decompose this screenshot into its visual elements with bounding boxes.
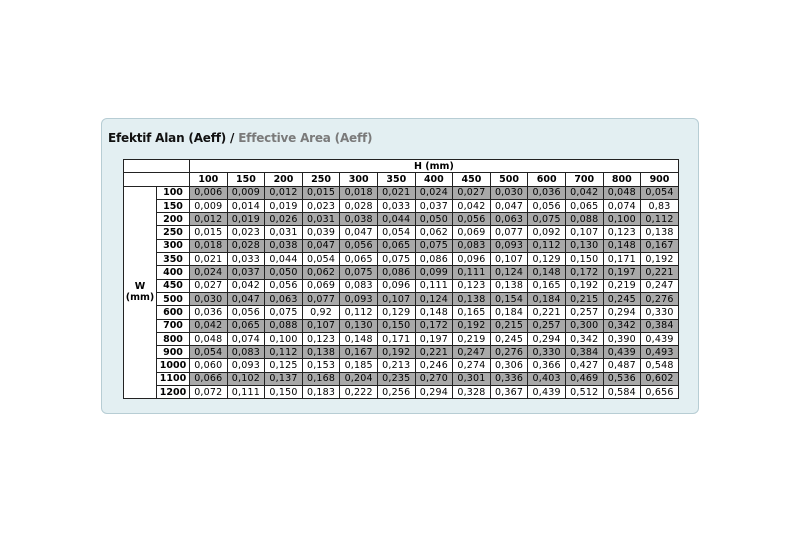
table-cell: 0,384 — [565, 346, 603, 359]
table-row — [124, 186, 679, 199]
table-cell: 0,021 — [190, 253, 228, 266]
column-header: 900 — [641, 173, 679, 186]
h-columns-row — [124, 173, 679, 186]
table-cell: 0,111 — [227, 386, 265, 399]
table-cell: 0,060 — [190, 359, 228, 372]
table-cell: 0,054 — [190, 346, 228, 359]
table-cell: 0,185 — [340, 359, 378, 372]
table-cell: 0,235 — [377, 372, 415, 385]
table-cell: 0,366 — [528, 359, 566, 372]
table-cell: 0,006 — [190, 186, 228, 199]
table-cell: 0,107 — [302, 319, 340, 332]
table-cell: 0,276 — [490, 346, 528, 359]
table-cell: 0,301 — [453, 372, 491, 385]
table-cell: 0,192 — [377, 346, 415, 359]
h-caption-row — [124, 160, 679, 173]
table-cell: 0,036 — [190, 306, 228, 319]
table-cell: 0,009 — [190, 199, 228, 212]
table-cell: 0,138 — [453, 292, 491, 305]
table-cell: 0,192 — [453, 319, 491, 332]
row-header: 500 — [157, 292, 190, 305]
table-cell: 0,150 — [265, 386, 303, 399]
table-cell: 0,167 — [340, 346, 378, 359]
table-cell: 0,050 — [265, 266, 303, 279]
table-cell: 0,093 — [340, 292, 378, 305]
table-cell: 0,065 — [227, 319, 265, 332]
w-axis-label: W — [134, 281, 146, 293]
table-cell: 0,093 — [490, 239, 528, 252]
table-cell: 0,439 — [528, 386, 566, 399]
table-row — [124, 266, 679, 279]
table-cell: 0,072 — [190, 386, 228, 399]
table-cell: 0,328 — [453, 386, 491, 399]
table-cell: 0,138 — [490, 279, 528, 292]
table-cell: 0,096 — [453, 253, 491, 266]
table-cell: 0,138 — [641, 226, 679, 239]
title-turkish: Efektif Alan (Aeff) — [108, 131, 227, 145]
table-cell: 0,125 — [265, 359, 303, 372]
table-cell: 0,92 — [302, 306, 340, 319]
table-cell: 0,065 — [377, 239, 415, 252]
table-cell: 0,014 — [227, 199, 265, 212]
row-header: 350 — [157, 253, 190, 266]
table-cell: 0,130 — [565, 239, 603, 252]
table-cell: 0,384 — [641, 319, 679, 332]
table-cell: 0,247 — [453, 346, 491, 359]
table-cell: 0,184 — [490, 306, 528, 319]
table-cell: 0,336 — [490, 372, 528, 385]
table-cell: 0,086 — [377, 266, 415, 279]
table-cell: 0,427 — [565, 359, 603, 372]
table-cell: 0,042 — [453, 199, 491, 212]
table-cell: 0,088 — [565, 213, 603, 226]
table-cell: 0,066 — [190, 372, 228, 385]
table-cell: 0,024 — [190, 266, 228, 279]
row-header: 200 — [157, 213, 190, 226]
table-row — [124, 346, 679, 359]
table-cell: 0,294 — [528, 332, 566, 345]
table-cell: 0,031 — [265, 226, 303, 239]
table-cell: 0,215 — [565, 292, 603, 305]
table-cell: 0,019 — [265, 199, 303, 212]
table-cell: 0,083 — [340, 279, 378, 292]
table-cell: 0,075 — [340, 266, 378, 279]
table-cell: 0,062 — [415, 226, 453, 239]
table-cell: 0,033 — [377, 199, 415, 212]
table-cell: 0,215 — [490, 319, 528, 332]
table-cell: 0,042 — [190, 319, 228, 332]
table-cell: 0,056 — [528, 199, 566, 212]
table-cell: 0,024 — [415, 186, 453, 199]
table-cell: 0,536 — [603, 372, 641, 385]
table-cell: 0,245 — [490, 332, 528, 345]
panel-title — [108, 131, 372, 145]
table-row — [124, 372, 679, 385]
table-cell: 0,028 — [340, 199, 378, 212]
w-axis-unit: (mm) — [125, 292, 155, 304]
table-cell: 0,390 — [603, 332, 641, 345]
table-cell: 0,074 — [603, 199, 641, 212]
table-cell: 0,044 — [377, 213, 415, 226]
table-cell: 0,123 — [302, 332, 340, 345]
row-header: 300 — [157, 239, 190, 252]
column-header: 350 — [377, 173, 415, 186]
table-row — [124, 319, 679, 332]
table-cell: 0,602 — [641, 372, 679, 385]
table-cell: 0,028 — [227, 239, 265, 252]
table-cell: 0,012 — [265, 186, 303, 199]
table-cell: 0,093 — [227, 359, 265, 372]
table-cell: 0,213 — [377, 359, 415, 372]
table-cell: 0,184 — [528, 292, 566, 305]
row-header: 450 — [157, 279, 190, 292]
table-cell: 0,111 — [453, 266, 491, 279]
table-cell: 0,270 — [415, 372, 453, 385]
table-cell: 0,584 — [603, 386, 641, 399]
column-header: 300 — [340, 173, 378, 186]
table-cell: 0,129 — [377, 306, 415, 319]
table-cell: 0,083 — [453, 239, 491, 252]
table-cell: 0,306 — [490, 359, 528, 372]
table-cell: 0,083 — [227, 346, 265, 359]
table-cell: 0,100 — [603, 213, 641, 226]
column-header: 800 — [603, 173, 641, 186]
table-cell: 0,294 — [415, 386, 453, 399]
table-cell: 0,037 — [415, 199, 453, 212]
table-cell: 0,039 — [302, 226, 340, 239]
table-cell: 0,274 — [453, 359, 491, 372]
table-row — [124, 226, 679, 239]
table-cell: 0,168 — [302, 372, 340, 385]
table-cell: 0,137 — [265, 372, 303, 385]
effective-area-table — [123, 159, 679, 399]
table-cell: 0,112 — [641, 213, 679, 226]
w-axis-caption — [124, 186, 157, 399]
table-cell: 0,047 — [227, 292, 265, 305]
table-cell: 0,054 — [302, 253, 340, 266]
table-cell: 0,038 — [340, 213, 378, 226]
table-cell: 0,048 — [190, 332, 228, 345]
table-cell: 0,054 — [377, 226, 415, 239]
table-cell: 0,074 — [227, 332, 265, 345]
table-cell: 0,221 — [415, 346, 453, 359]
table-cell: 0,222 — [340, 386, 378, 399]
table-cell: 0,256 — [377, 386, 415, 399]
table-row — [124, 239, 679, 252]
table-cell: 0,030 — [190, 292, 228, 305]
row-header: 150 — [157, 199, 190, 212]
table-cell: 0,487 — [603, 359, 641, 372]
table-row — [124, 199, 679, 212]
table-cell: 0,047 — [302, 239, 340, 252]
table-cell: 0,112 — [528, 239, 566, 252]
table-cell: 0,056 — [453, 213, 491, 226]
table-row — [124, 306, 679, 319]
table-cell: 0,172 — [415, 319, 453, 332]
table-cell: 0,197 — [603, 266, 641, 279]
table-cell: 0,026 — [265, 213, 303, 226]
title-separator: / — [226, 131, 239, 145]
table-cell: 0,219 — [453, 332, 491, 345]
table-cell: 0,167 — [641, 239, 679, 252]
table-cell: 0,330 — [528, 346, 566, 359]
row-header: 400 — [157, 266, 190, 279]
row-header: 250 — [157, 226, 190, 239]
table-cell: 0,050 — [415, 213, 453, 226]
row-header: 1100 — [157, 372, 190, 385]
table-cell: 0,100 — [265, 332, 303, 345]
table-cell: 0,056 — [265, 279, 303, 292]
table-cell: 0,069 — [453, 226, 491, 239]
table-cell: 0,148 — [603, 239, 641, 252]
table-cell: 0,439 — [641, 332, 679, 345]
table-cell: 0,219 — [603, 279, 641, 292]
table-cell: 0,023 — [302, 199, 340, 212]
table-cell: 0,037 — [227, 266, 265, 279]
table-cell: 0,123 — [453, 279, 491, 292]
table-cell: 0,124 — [490, 266, 528, 279]
table-cell: 0,042 — [565, 186, 603, 199]
table-cell: 0,171 — [377, 332, 415, 345]
table-cell: 0,054 — [641, 186, 679, 199]
table-cell: 0,246 — [415, 359, 453, 372]
table-cell: 0,096 — [377, 279, 415, 292]
table-cell: 0,075 — [265, 306, 303, 319]
table-cell: 0,069 — [302, 279, 340, 292]
table-cell: 0,153 — [302, 359, 340, 372]
table-cell: 0,030 — [490, 186, 528, 199]
column-header: 700 — [565, 173, 603, 186]
table-cell: 0,063 — [490, 213, 528, 226]
table-cell: 0,009 — [227, 186, 265, 199]
table-cell: 0,150 — [377, 319, 415, 332]
table-cell: 0,150 — [565, 253, 603, 266]
table-cell: 0,342 — [603, 319, 641, 332]
table-cell: 0,012 — [190, 213, 228, 226]
table-cell: 0,197 — [415, 332, 453, 345]
table-cell: 0,111 — [415, 279, 453, 292]
table-cell: 0,062 — [302, 266, 340, 279]
column-header: 400 — [415, 173, 453, 186]
table-cell: 0,107 — [565, 226, 603, 239]
corner-cell — [124, 160, 190, 173]
table-row — [124, 253, 679, 266]
table-cell: 0,367 — [490, 386, 528, 399]
table-cell: 0,033 — [227, 253, 265, 266]
table-cell: 0,042 — [227, 279, 265, 292]
row-header: 100 — [157, 186, 190, 199]
table-cell: 0,245 — [603, 292, 641, 305]
table-cell: 0,124 — [415, 292, 453, 305]
table-cell: 0,83 — [641, 199, 679, 212]
table-cell: 0,015 — [302, 186, 340, 199]
column-header: 100 — [190, 173, 228, 186]
table-cell: 0,107 — [377, 292, 415, 305]
table-cell: 0,056 — [340, 239, 378, 252]
table-cell: 0,439 — [603, 346, 641, 359]
table-cell: 0,048 — [603, 186, 641, 199]
table-cell: 0,165 — [453, 306, 491, 319]
table-cell: 0,021 — [377, 186, 415, 199]
table-cell: 0,044 — [265, 253, 303, 266]
effective-area-panel — [101, 118, 699, 414]
table-cell: 0,403 — [528, 372, 566, 385]
table-cell: 0,036 — [528, 186, 566, 199]
table-cell: 0,018 — [190, 239, 228, 252]
row-header: 1000 — [157, 359, 190, 372]
row-header: 1200 — [157, 386, 190, 399]
table-cell: 0,015 — [190, 226, 228, 239]
table-cell: 0,330 — [641, 306, 679, 319]
table-cell: 0,038 — [265, 239, 303, 252]
table-cell: 0,192 — [641, 253, 679, 266]
table-cell: 0,031 — [302, 213, 340, 226]
table-cell: 0,221 — [641, 266, 679, 279]
table-cell: 0,247 — [641, 279, 679, 292]
column-header: 250 — [302, 173, 340, 186]
table-cell: 0,148 — [528, 266, 566, 279]
table-cell: 0,077 — [302, 292, 340, 305]
table-cell: 0,019 — [227, 213, 265, 226]
table-row — [124, 292, 679, 305]
table-cell: 0,065 — [565, 199, 603, 212]
table-cell: 0,107 — [490, 253, 528, 266]
table-cell: 0,469 — [565, 372, 603, 385]
table-cell: 0,548 — [641, 359, 679, 372]
table-cell: 0,123 — [603, 226, 641, 239]
table-cell: 0,656 — [641, 386, 679, 399]
table-cell: 0,130 — [340, 319, 378, 332]
table-cell: 0,075 — [528, 213, 566, 226]
table-cell: 0,129 — [528, 253, 566, 266]
corner-cell-2 — [124, 173, 190, 186]
row-header: 800 — [157, 332, 190, 345]
table-cell: 0,027 — [190, 279, 228, 292]
table-cell: 0,165 — [528, 279, 566, 292]
table-cell: 0,154 — [490, 292, 528, 305]
table-cell: 0,171 — [603, 253, 641, 266]
h-axis-caption: H (mm) — [190, 160, 679, 173]
row-header: 600 — [157, 306, 190, 319]
table-cell: 0,047 — [490, 199, 528, 212]
table-cell: 0,102 — [227, 372, 265, 385]
table-cell: 0,092 — [528, 226, 566, 239]
table-cell: 0,148 — [415, 306, 453, 319]
table-row — [124, 279, 679, 292]
table-cell: 0,056 — [227, 306, 265, 319]
table-cell: 0,077 — [490, 226, 528, 239]
table-cell: 0,276 — [641, 292, 679, 305]
table-cell: 0,192 — [565, 279, 603, 292]
column-header: 600 — [528, 173, 566, 186]
table-cell: 0,112 — [265, 346, 303, 359]
table-cell: 0,023 — [227, 226, 265, 239]
table-cell: 0,112 — [340, 306, 378, 319]
table-row — [124, 386, 679, 399]
column-header: 500 — [490, 173, 528, 186]
table-cell: 0,075 — [377, 253, 415, 266]
table-cell: 0,075 — [415, 239, 453, 252]
column-header: 150 — [227, 173, 265, 186]
table-cell: 0,300 — [565, 319, 603, 332]
table-cell: 0,065 — [340, 253, 378, 266]
table-cell: 0,493 — [641, 346, 679, 359]
table-cell: 0,148 — [340, 332, 378, 345]
table-row — [124, 332, 679, 345]
table-cell: 0,047 — [340, 226, 378, 239]
table-cell: 0,204 — [340, 372, 378, 385]
table-cell: 0,221 — [528, 306, 566, 319]
row-header: 700 — [157, 319, 190, 332]
table-body — [124, 186, 679, 399]
table-cell: 0,088 — [265, 319, 303, 332]
table-cell: 0,063 — [265, 292, 303, 305]
column-header: 200 — [265, 173, 303, 186]
table-cell: 0,138 — [302, 346, 340, 359]
table-cell: 0,018 — [340, 186, 378, 199]
table-cell: 0,027 — [453, 186, 491, 199]
table-cell: 0,257 — [528, 319, 566, 332]
row-header: 900 — [157, 346, 190, 359]
table-row — [124, 359, 679, 372]
table-cell: 0,099 — [415, 266, 453, 279]
table-cell: 0,342 — [565, 332, 603, 345]
table-row — [124, 213, 679, 226]
table-cell: 0,294 — [603, 306, 641, 319]
column-header: 450 — [453, 173, 491, 186]
table-cell: 0,086 — [415, 253, 453, 266]
table-cell: 0,172 — [565, 266, 603, 279]
table-cell: 0,257 — [565, 306, 603, 319]
title-english: Effective Area (Aeff) — [238, 131, 373, 145]
table-cell: 0,512 — [565, 386, 603, 399]
table-cell: 0,183 — [302, 386, 340, 399]
